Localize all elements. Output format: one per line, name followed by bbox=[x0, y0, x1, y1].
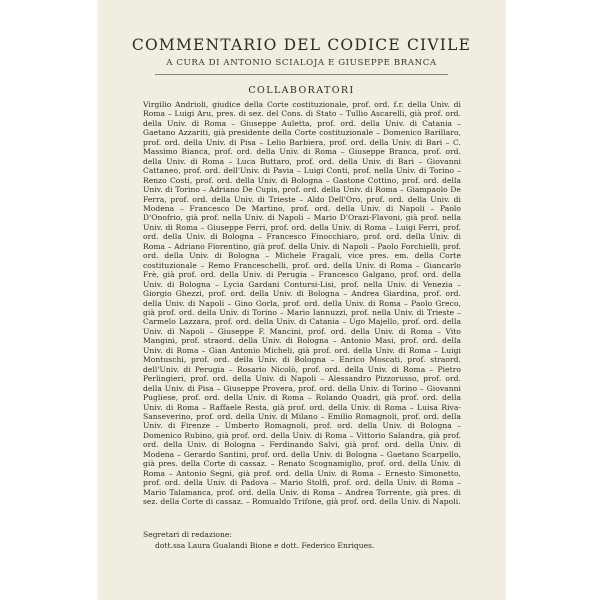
section-title: COLLABORATORI bbox=[248, 85, 355, 96]
secretaries-label: Segretari di redazione: bbox=[143, 530, 232, 539]
collaborators-list: Virgilio Andrioli, giudice della Corte costituzionale, prof. ord. f.r. della Univ. di Roma – Luigi Aru, pres. di sez. del Cons. di Stato – Tullio Ascarelli, già prof. ord. della Univ. di Roma – Giuseppe Auletta, prof. ord. della Univ. di Catania – Gaetano Azzariti, già presidente della Corte costituzionale – Domenico Barillaro, prof. ord. della Univ. di Pisa – Lelio Barbiera, prof. ord. della Univ. di Bari – C. Massimo Bianca, prof. ord. della Univ. di Roma – Giuseppe Branca, prof. ord. della Univ. di Roma – Luca Buttaro, prof. ord. della Univ. di Bari – Giovanni Cattaneo, prof. ord. dell'Univ. di Pavia – Luigi Conti, prof. nella Univ. di Torino – Renzo Costi, prof. ord. della Univ. di Bologna – Gastone Cottino, prof. ord. della Univ. di Torino – Adriano De Cupis, prof. ord. della Univ. di Roma – Giampaolo De Ferra, prof. ord. della Univ. di Trieste – Aldo Dell'Oro, prof. ord. della Univ. di Modena – Francesco De Martino, prof. ord. della Univ. di Napoli – Paolo D'Onofrio, già prof. nella Univ. di Napoli – Mario D'Orazi-Flavoni, già prof. nella Univ. di Roma – Giuseppe Ferri, prof. ord. della Univ. di Roma – Luigi Ferri, prof. ord. della Univ. di Bologna – Francesco Finocchiaro, prof. ord. della Univ. di Roma – Adriano Fiorentino, già prof. della Univ. di Napoli – Paolo Forchielli, prof. ord. della Univ. di Bologna – Michele Fragali, vice pres. em. della Corte costituzionale – Remo Franceschelli, prof. ord. della Univ. di Roma – Giancarlo Frè, già prof. ord. della Univ. di Perugia – Francesco Galgano, prof. ord. della Univ. di Bologna – Lycia Gardani Contursi-Lisi, prof. nella Univ. di Venezia – Giorgio Ghezzi, prof. ord. della Univ. di Bologna – Andrea Giardina, prof. ord. della Univ. di Napoli – Gino Gorla, prof. ord. della Univ. di Roma – Paolo Greco, già prof. ord. della Univ. di Torino – Mario Iannuzzi, prof. nella Univ. di Trieste – Carmelo Lazzara, prof. ord. della Univ. di Catania – Ugo Majello, prof. ord. della Univ. di Napoli – Giuseppe F. Mancini, prof. ord. della Univ. di Roma – Vito Mangini, prof. straord. della Univ. di Bologna – Antonio Masi, prof. ord. della Univ. di Roma – Gian Antonio Micheli, già prof. ord. della Univ. di Roma – Luigi Montuschi, prof. ord. della Univ. di Bologna – Enrico Moscati, prof. straord. dell'Univ. di Perugia – Rosario Nicolò, prof. ord. della Univ. di Roma – Pietro Perlingieri, prof. ord. della Univ. di Napoli – Alessandro Pizzorusso, prof. ord. della Univ. di Pisa – Giuseppe Provera, prof. ord. della Univ. di Torino – Giovanni Pugliese, prof. ord. della Univ. di Roma – Rolando Quadri, già prof. ord. della Univ. di Roma – Raffaele Resta, già prof. ord. della Univ. di Roma – Luisa Riva-Sanseverino, prof. ord. della Univ. di Milano – Emilio Romagnoli, prof. ord. della Univ. di Firenze – Umberto Romagnoli, prof. ord. della Univ. di Bologna – Domenico Rubino, già prof. ord. della Univ. di Roma – Vittorio Salandra, già prof. ord. della Univ. di Bologna – Ferdinando Salvi, già prof. ord. della Univ. di Modena – Gerardo Santini, prof. ord. della Univ. di Bologna – Gaetano Scarpello, già pres. della Corte di cassaz. – Renato Scognamiglio, prof. ord. della Univ. di Roma – Antonio Segni, già prof. ord. della Univ. di Roma – Ernesto Simonetto, prof. ord. della Univ. di Padova – Mario Stolfi, prof. ord. della Univ. di Roma – Mario Talamanca, prof. ord. della Univ. di Roma – Andrea Torrente, già pres. di sez. della Corte di cassaz. – Romualdo Trifone, già prof. ord. della Univ. di Napoli. bbox=[143, 100, 461, 507]
page-title: COMMENTARIO DEL CODICE CIVILE bbox=[131, 36, 472, 54]
divider bbox=[155, 74, 448, 75]
book-page bbox=[98, 0, 505, 600]
editorial-secretaries bbox=[143, 530, 461, 551]
page-subtitle: A CURA DI ANTONIO SCIALOJA E GIUSEPPE BRANCA bbox=[166, 58, 437, 68]
secretaries-names: dott.ssa Laura Gualandi Bione e dott. Federico Enriques. bbox=[155, 540, 375, 550]
